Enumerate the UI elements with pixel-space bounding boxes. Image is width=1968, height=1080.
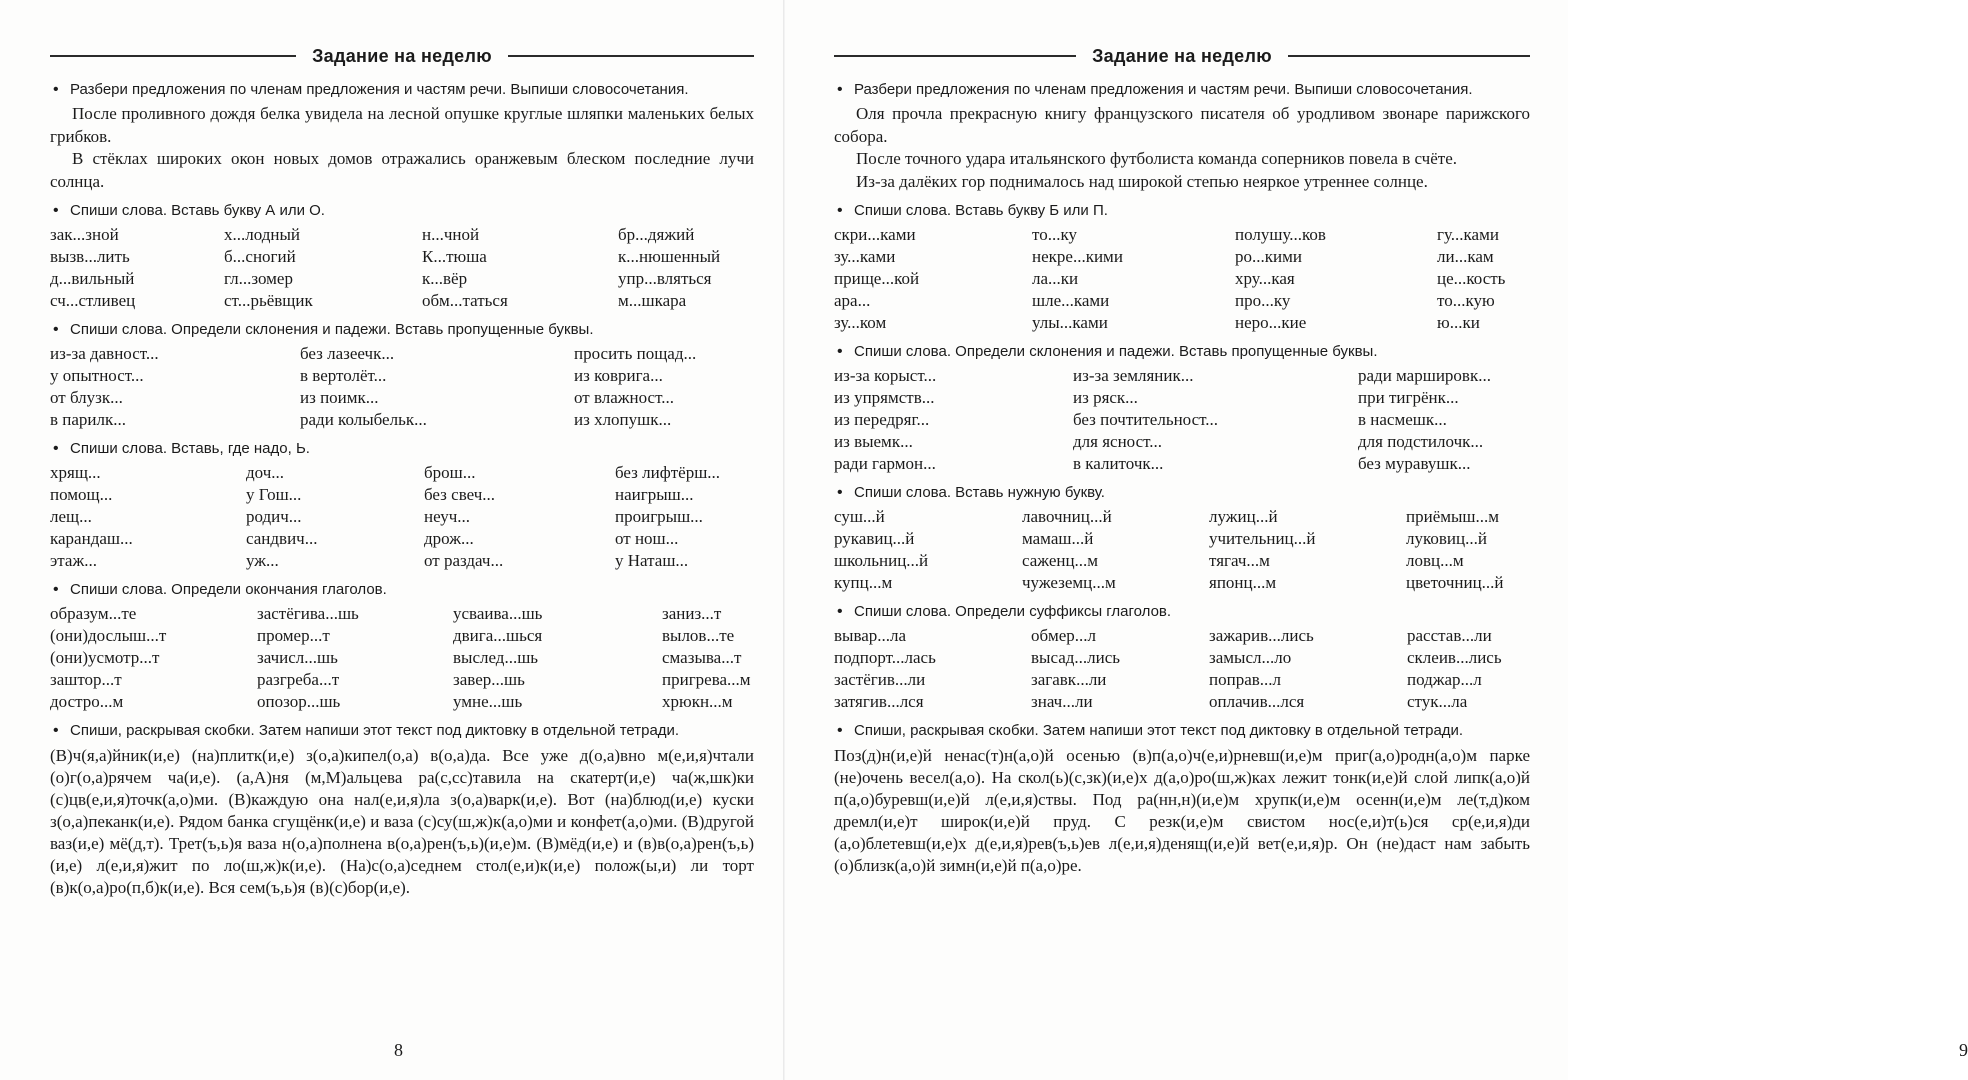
word-item: ради колыбельк... [300,410,427,429]
word-item: хру...кая [1235,269,1295,288]
word-item: бр...дяжий [618,225,695,244]
left-header-title: Задание на неделю [312,45,492,66]
sentence: После проливного дождя белка увидела на лесной опушке круглые шляпки маленьких белых грибков. [50,104,754,146]
word-item: зажарив...лись [1209,626,1314,645]
word-item: из ряск... [1073,388,1138,407]
word-item: тягач...м [1209,551,1270,570]
word-item: луковиц...й [1406,529,1487,548]
word-item: из-за земляник... [1073,366,1194,385]
word-item: К...тюша [422,247,487,266]
word-item: подпорт...лась [834,648,936,667]
word-item: улы...ками [1032,313,1108,332]
task-instruction: • Разбери предложения по членам предложения и частям речи. Выпиши словосочетания. [834,79,1530,100]
word-item: из-за корыст... [834,366,937,385]
word-item: из поимк... [300,388,379,407]
word-item: доч... [246,463,285,482]
word-item: к...вёр [422,269,468,288]
word-item: двига...шься [453,626,543,645]
word-item: (они)дослыш...т [50,626,167,645]
page-number: 8 [394,1040,403,1060]
word-item: из-за давност... [50,344,159,363]
word-item: ст...рьёвщик [224,291,313,310]
task-instruction: • Спиши слова. Определи склонения и падежи. Вставь пропущенные буквы. [50,319,754,340]
word-item: заштор...т [50,670,122,689]
word-item: дрож... [424,529,474,548]
header-rule-right [508,55,754,57]
word-item: оплачив...лся [1209,692,1305,711]
word-item: этаж... [50,551,97,570]
word-grid [834,224,1530,334]
word-item: замысл...ло [1209,648,1292,667]
task-instruction: • Спиши слова. Определи окончания глаголов. [50,579,754,600]
word-item: саженц...м [1022,551,1099,570]
left-task-3 [50,319,754,431]
word-item: без почтительност... [1073,410,1219,429]
left-task-1 [50,79,754,193]
word-grid [834,506,1530,594]
left-task-4 [50,438,754,572]
word-item: от блузк... [50,388,123,407]
word-item: б...сногий [224,247,296,266]
task-instruction: • Спиши, раскрывая скобки. Затем напиши этот текст под диктовку в отдельной тетради. [50,720,754,741]
word-item: д...вильный [50,269,135,288]
word-item: лавочниц...й [1022,507,1112,526]
word-item: разгреба...т [257,670,340,689]
word-item: от нош... [615,529,679,548]
word-item: гу...ками [1437,225,1499,244]
word-item: гл...зомер [224,269,293,288]
word-item: знач...ли [1031,692,1093,711]
word-grid [50,603,754,713]
word-grid [834,365,1530,475]
word-item: у Гош... [246,485,302,504]
word-item: мамаш...й [1022,529,1094,548]
word-grid [50,224,754,312]
word-item: лещ... [50,507,92,526]
word-grid [50,343,754,431]
right-header [834,40,1530,72]
word-item: у Наташ... [615,551,689,570]
word-item: застёгива...шь [257,604,359,623]
word-item: опозор...шь [257,692,341,711]
word-item: зу...ком [834,313,887,332]
word-item: то...ку [1032,225,1077,244]
word-grid [834,625,1530,713]
word-item: неро...кие [1235,313,1307,332]
dictation-text: Поз(д)н(и,е)й ненас(т)н(а,о)й осенью (в)п(а,о)ч(е,и)рневш(и,е)м приг(а,о)родн(а,о)м парке (не)очень весел(а,о). На скол(ь)(с,зк)(и,е)х д(а,о)ро(ш,ж)ках лежит тонк(и,е)й слой липк(а,о)й п(а,о)буревш(и,е)й л(е,и,я)ствы. Под ра(нн,н)(и,е)м хрупк(и,е)м осенн(и,е)м ле(т,д)ком дремл(и,е)т широк(и,е)й пруд. С резк(и,е)м свистом нос(е,и)т(ь)ся ср(е,и,я)ди (а,о)блетевш(и,е)х д(е,и,я)рев(ъ,ь)ев л(е,и,я)денящ(и,е)й вет(е,и,я)р. Он (не)даст нам забыть (о)близк(а,о)й зимн(и,е)й п(а,о)ре. [834,746,1530,875]
word-item: ли...кам [1437,247,1494,266]
right-page [784,0,1968,1080]
word-item: скри...ками [834,225,916,244]
word-item: учительниц...й [1209,529,1316,548]
task-instruction: • Спиши слова. Определи склонения и падежи. Вставь пропущенные буквы. [834,341,1530,362]
word-item: приёмыш...м [1406,507,1500,526]
word-item: карандаш... [50,529,133,548]
word-item: уж... [246,551,279,570]
word-item: про...ку [1235,291,1291,310]
word-item: ро...кими [1235,247,1302,266]
word-item: проигрыш... [615,507,703,526]
dictation-text: (В)ч(я,а)йник(и,е) (на)плитк(и,е) з(о,а)кипел(о,а) в(о,а)да. Все уже д(о,а)вно м(е,и,я)чтали (о)г(о,а)рячем ча(и,е). (а,А)ня (м,М)альцева ра(с,сс)тавила на скатерт(и,е) ча(ж,шк)ки (с)цв(е,и,я)точк(а,о)ми. (В)каждую она нал(е,и,я)ла з(о,а)варк(и,е). Вот (на)блюд(и,е) куски з(о,а)пеканк(и,е). Рядом банка сгущёнк(и,е) и ваза (с)су(ш,ж)к(а,о)ми и конфет(а,о)ми. (В)другой ваз(и,е) мё(д,т). Трет(ъ,ь)я ваза н(о,а)полнена в(о,а)рен(ъ,ь)(и,е)м. (В)мёд(и,е) и (в)в(о,а)рен(ъ,ь)(и,е) л(е,и,я)жит по ло(ш,ж)к(и,е). (На)с(о,а)седнем стол(е,и)к(и,е) полож(ы,и) ли торт (в)к(о,а)ро(п,б)к(и,е). Вся сем(ъ,ь)я (в)(с)бор(и,е). [50,746,754,897]
word-item: сч...стливец [50,291,136,310]
left-page [0,0,784,1080]
sentence: После точного удара итальянского футболиста команда соперников повела в счёте. [856,149,1457,168]
word-item: шле...ками [1032,291,1110,310]
word-item: поправ...л [1209,670,1282,689]
word-item: в калиточк... [1073,454,1164,473]
left-task-5 [50,579,754,713]
word-item: образум...те [50,604,137,623]
word-item: расстав...ли [1407,626,1492,645]
word-item: цветочниц...й [1406,573,1504,592]
header-rule-left [834,55,1076,57]
word-item: пригрева...м [662,670,751,689]
word-item: при тигрёнк... [1358,388,1459,407]
word-item: упр...вляться [618,269,712,288]
word-item: от влажност... [574,388,674,407]
word-item: чужеземц...м [1022,573,1116,592]
left-task-2 [50,200,754,312]
word-item: из передряг... [834,410,930,429]
word-item: смазыва...т [662,648,742,667]
word-item: из хлопушк... [574,410,672,429]
word-item: из выемк... [834,432,913,451]
word-item: вылов...те [662,626,735,645]
word-item: к...нюшенный [618,247,721,266]
word-item: для ясност... [1073,432,1163,451]
word-item: зачисл...шь [257,648,338,667]
word-item: неуч... [424,507,471,526]
sentence: Из-за далёких гор поднималось над широкой степью неяркое утреннее солнце. [856,171,1428,191]
word-item: школьниц...й [834,551,929,570]
left-header [50,40,754,72]
word-item: промер...т [257,626,330,645]
word-item: купц...м [834,573,893,592]
word-item: ара... [834,291,871,310]
word-item: ловц...м [1406,551,1464,570]
word-item: умне...шь [453,692,523,711]
word-item: ради гармон... [834,454,936,473]
word-item: ради маршировк... [1358,366,1491,385]
page-number: 9 [1959,1040,1968,1060]
word-item: рукавиц...й [834,529,915,548]
word-item: ю...ки [1437,313,1480,332]
word-item: вывар...ла [834,626,907,645]
word-item: некре...кими [1032,247,1123,266]
word-item: высад...лись [1031,648,1121,667]
word-item: достро...м [50,692,124,711]
word-item: наигрыш... [615,485,694,504]
word-item: затягив...лся [834,692,924,711]
task-instruction: • Спиши, раскрывая скобки. Затем напиши этот текст под диктовку в отдельной тетради. [834,720,1530,741]
word-item: стук...ла [1407,692,1468,711]
word-item: застёгив...ли [834,670,926,689]
sentence: В стёклах широких окон новых домов отражались оранжевым блеском последние лучи солнца. [50,149,754,191]
word-item: для подстилочк... [1358,432,1484,451]
word-item: в парилк... [50,410,127,429]
right-header-title: Задание на неделю [1092,45,1272,66]
word-item: заниз...т [662,604,722,623]
word-item: без лазеечк... [300,344,395,363]
word-item: прище...кой [834,269,920,288]
word-item: (они)усмотр...т [50,648,160,667]
word-item: выслед...шь [453,648,539,667]
left-task-6 [50,720,754,899]
task-instruction: • Спиши слова. Определи суффиксы глаголов. [834,601,1530,622]
right-task-3 [834,341,1530,475]
word-item: из упрямств... [834,388,935,407]
word-item: помощ... [50,485,113,504]
word-item: без муравушк... [1358,454,1471,473]
right-task-4 [834,482,1530,594]
word-item: от раздач... [424,551,504,570]
word-item: просить пощад... [574,344,697,363]
word-item: полушу...ков [1235,225,1326,244]
task-instruction: • Спиши слова. Вставь, где надо, Ь. [50,438,754,459]
word-item: н...чной [422,225,480,244]
task-instruction: • Спиши слова. Вставь букву Б или П. [834,200,1530,221]
word-item: усваива...шь [453,604,543,623]
word-item: из коврига... [574,366,663,385]
word-item: у опытност... [50,366,144,385]
word-item: обм...таться [422,291,508,310]
word-item: лужиц...й [1209,507,1278,526]
right-task-2 [834,200,1530,334]
word-item: в вертолёт... [300,366,387,385]
word-item: сандвич... [246,529,318,548]
word-item: суш...й [834,507,885,526]
word-item: хрящ... [50,463,101,482]
word-item: це...кость [1437,269,1506,288]
word-item: родич... [246,507,302,526]
word-item: без свеч... [424,485,496,504]
word-item: х...лодный [224,225,301,244]
word-item: вызв...лить [50,247,130,266]
word-item: без лифтёрш... [615,463,721,482]
word-item: загавк...ли [1031,670,1107,689]
word-grid [50,462,754,572]
right-task-6 [834,720,1530,877]
word-item: японц...м [1209,573,1277,592]
word-item: поджар...л [1407,670,1482,689]
word-item: то...кую [1437,291,1495,310]
word-item: зак...зной [50,225,119,244]
task-instruction: • Спиши слова. Вставь букву А или О. [50,200,754,221]
word-item: ла...ки [1032,269,1079,288]
word-item: зу...ками [834,247,896,266]
task-instruction: • Спиши слова. Вставь нужную букву. [834,482,1530,503]
sentence: Оля прочла прекрасную книгу французского писателя об уродливом звонаре парижского собора. [834,104,1530,146]
word-item: в насмешк... [1358,410,1447,429]
right-task-5 [834,601,1530,713]
header-rule-left [50,55,296,57]
word-item: обмер...л [1031,626,1097,645]
right-task-1 [834,79,1530,193]
word-item: хрюкн...м [662,692,733,711]
word-item: брош... [424,463,476,482]
word-item: м...шкара [618,291,687,310]
task-instruction: • Разбери предложения по членам предложения и частям речи. Выпиши словосочетания. [50,79,754,100]
header-rule-right [1288,55,1530,57]
word-item: склеив...лись [1407,648,1502,667]
word-item: завер...шь [453,670,525,689]
